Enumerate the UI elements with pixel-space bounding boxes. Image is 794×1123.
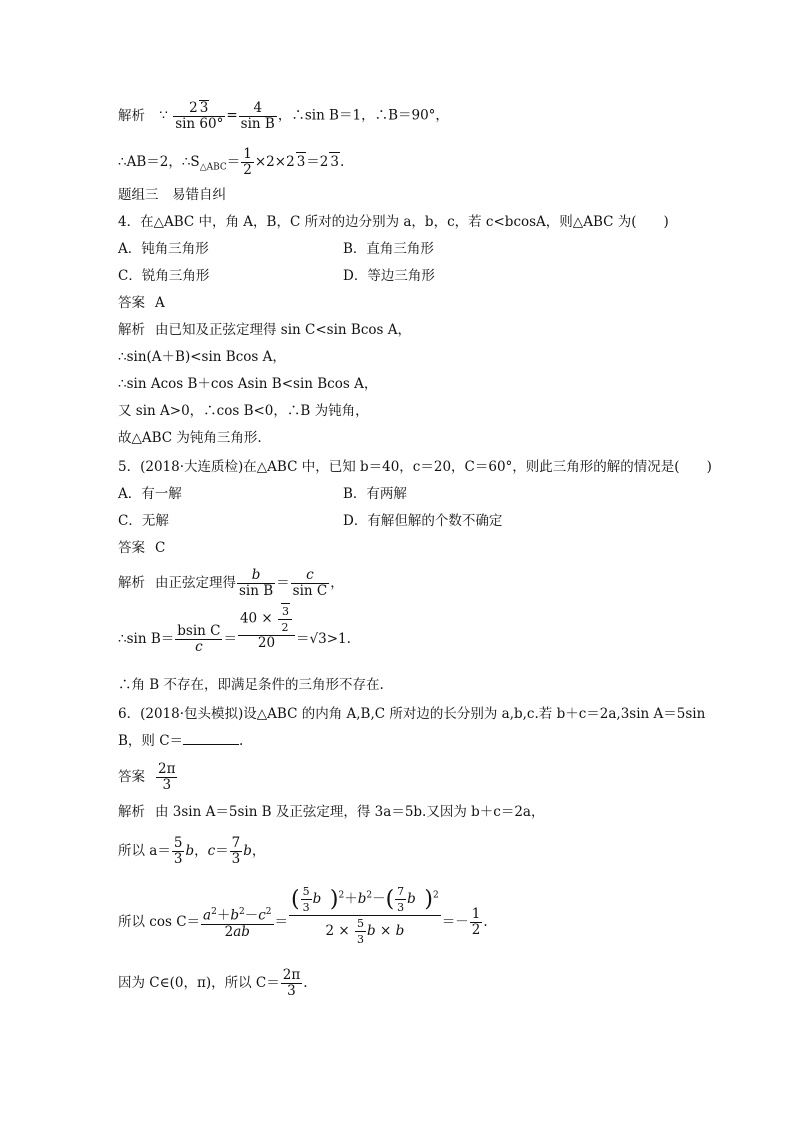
analysis-area-line: ∴AB＝2，$\therefore S_{\triangle ABC}=$ $\frac{1}{2}$ ×2×2 3＝2 3. — [118, 146, 345, 178]
q5-option-c: C．无解 — [118, 513, 169, 529]
fraction-2sqrt3-over-sin60: $\frac{2 3}{\sin 60^\circ}$ — [175, 100, 224, 132]
q4-analysis-4: 又 sin A>0，∴cos B<0，∴B 为钝角， — [118, 403, 369, 419]
because-symbol: ∵ — [159, 107, 168, 124]
q4-answer: 答案 A — [118, 295, 165, 311]
q6-analysis-1: 解析 由 3sin A＝5sin B 及正弦定理，得 3a＝5b.又因为 b＋c＝2a， — [118, 804, 545, 820]
q4-analysis-5: 故△ABC 为钝角三角形. — [118, 430, 262, 446]
q5-analysis-1: 解析 由正弦定理得 $\frac{b}{\text{sin B}}$ ＝ $\frac{c}{\text{sin C}}$ ， — [118, 567, 344, 599]
q4-stem: 4．在△ABC 中，角 A，B，C 所对的边分别为 a，b，c，若 c<bcosA，则△ABC 为( ) — [118, 214, 669, 230]
q5-analysis-2: ∴sin B＝ $\frac{\text{bsin C}}{c}$ ＝ 40 × $\frac{3}{2}$ 20 ＝√3>1. — [118, 604, 351, 655]
answer-blank — [183, 732, 239, 745]
q4-analysis-3: ∴sin Acos B＋cos Asin B<sin Bcos A， — [118, 376, 378, 392]
q5-answer: 答案 C — [118, 540, 166, 556]
q4-option-b: B．直角三角形 — [343, 241, 434, 257]
fraction-4-over-sinB: $\frac{4}{\text{sin B}}$ — [240, 99, 275, 132]
q6-analysis-4: 因为 C∈(0，π)，所以 C＝ $\frac{2\pi}{3}$ . — [118, 967, 308, 999]
q5-stem: 5．(2018·大连质检)在△ABC 中，已知 b＝40，c＝20，C＝60°，则此三角形的解的情况是( ) — [118, 459, 712, 475]
q5-option-b: B．有两解 — [343, 486, 407, 502]
q6-analysis-3: 所以 cos C＝ $\frac{a^2+b^2-c^2}{2ab}$ ＝ ( $\frac{5}{3}$ b )$^2+b^2-$( $\frac{7}{3}$ b )$^2$ 2 × $\frac{5}{3}$ b × b ＝－ $\frac{1}{2}$ . — [118, 885, 488, 946]
q6-stem-2: B，则 C＝ . — [118, 733, 244, 749]
analysis-label: 解析 — [118, 107, 145, 124]
q4-option-c: C．锐角三角形 — [118, 268, 210, 284]
q5-option-a: A．有一解 — [118, 486, 182, 502]
q4-option-a: A．钝角三角形 — [118, 241, 209, 257]
q6-answer: 答案 $\frac{2\pi}{3}$ — [118, 761, 176, 793]
q4-analysis-2: ∴sin(A＋B)<sin Bcos A， — [118, 349, 286, 365]
q6-stem-1: 6．(2018·包头模拟)设△ABC 的内角 A,B,C 所对边的长分别为 a,b,c.若 b＋c＝2a,3sin A＝5sin — [118, 706, 706, 722]
q4-option-d: D．等边三角形 — [343, 268, 435, 284]
q5-option-d: D．有解但解的个数不确定 — [343, 513, 503, 529]
q5-analysis-3: ∴角 B 不存在，即满足条件的三角形不存在. — [118, 677, 384, 693]
analysis-line-1-tail: ，∴sin B＝1，∴B＝90°， — [277, 107, 449, 124]
analysis-line-1: 解析 ∵ $\frac{2 3}{\sin 60^\circ}$ = $\frac{4}{\text{sin B}}$ ，∴sin B＝1，∴B＝90°， — [118, 99, 449, 132]
q4-analysis-1: 解析 由已知及正弦定理得 sin C<sin Bcos A， — [118, 322, 411, 338]
q6-analysis-2: 所以 a＝ $\frac{5}{3}$ b，c＝ $\frac{7}{3}$ b， — [118, 835, 266, 867]
group-title: 题组三 易错自纠 — [118, 187, 226, 203]
